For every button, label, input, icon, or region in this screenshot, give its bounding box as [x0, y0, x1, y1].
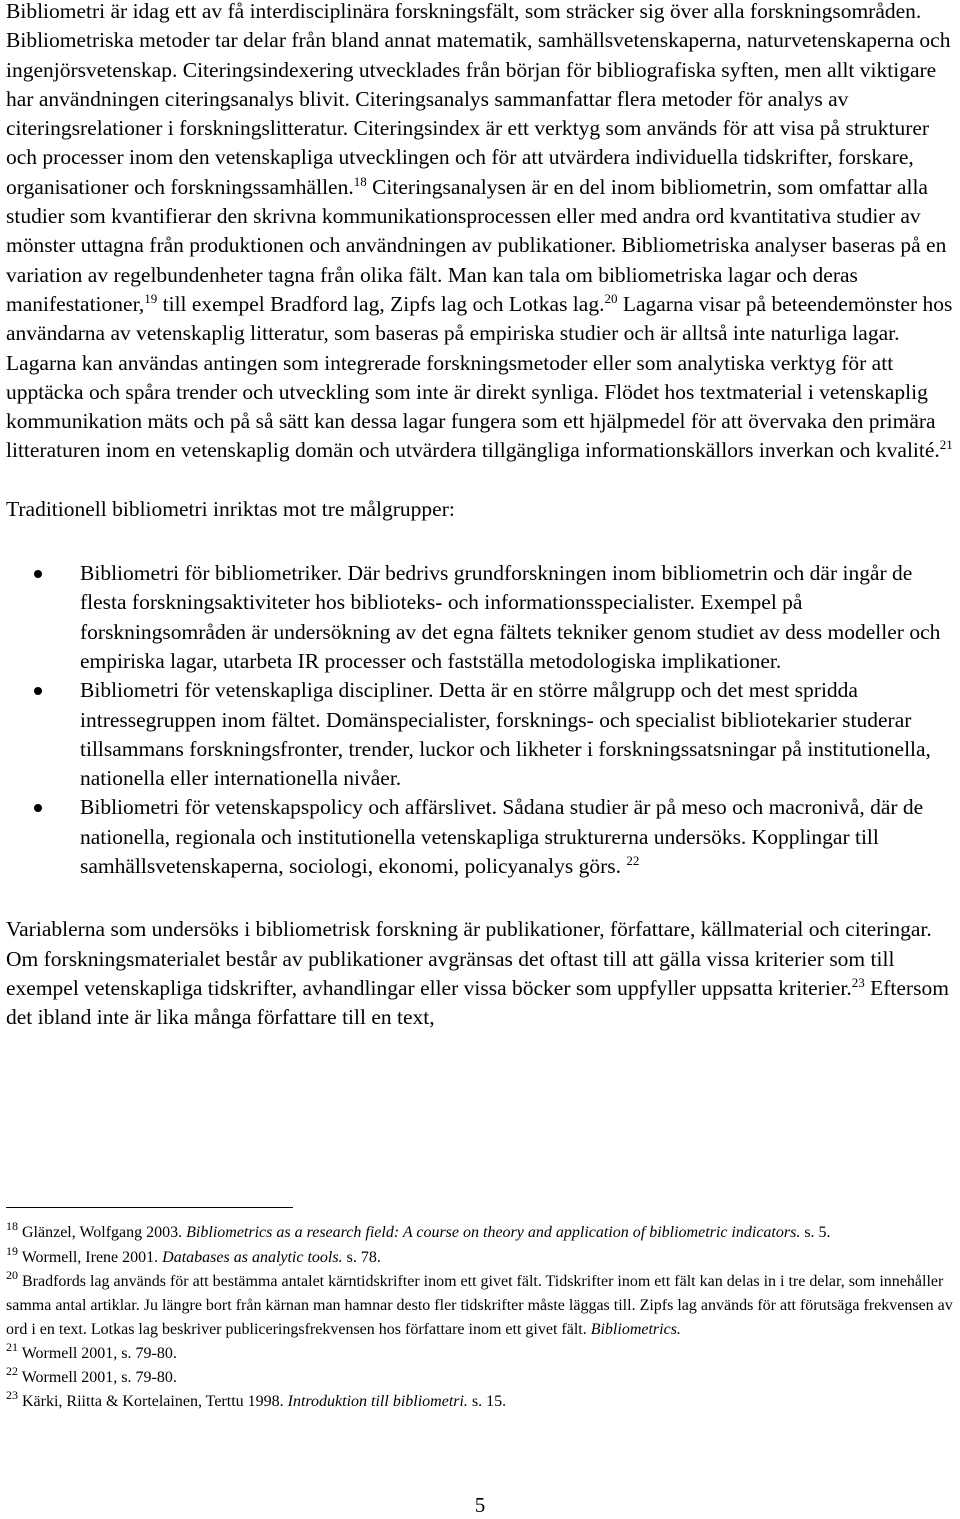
- paragraph-text: Eftersom det ibland inte är lika många författare till en text,: [6, 975, 949, 1030]
- footnote-text: Wormell 2001, s. 79-80.: [18, 1368, 177, 1386]
- footnote-title: Bibliometrics.: [590, 1320, 681, 1338]
- list-item-text: Bibliometri för vetenskapspolicy och affärslivet. Sådana studier är på meso och macronivå, där de nationella, regionala och institutionella vetenskapliga strukturerna undersöks. Kopplingar till samhällsvetenskaperna, sociologi, ekonomi, policyanalys görs.: [80, 795, 924, 879]
- footnote-20: [6, 1267, 958, 1342]
- footnote-text: Bradfords lag används för att bestämma antalet kärntidskrifter inom ett givet fält. Tidskrifter inom ett fält kan delas in i tre delar, som innehåller samma antal artiklar. Ju längre bort från kärnan man hamnar desto fler tidskrifter måste läggas till. Zipfs lag används för att förutsäga frekvensen av ord i en text. Lotkas lag beskriver publiceringsfrekvensen hos författare inom ett givet fält.: [6, 1272, 953, 1338]
- paragraph-intro: [6, 0, 958, 466]
- paragraph-text: Lagarna visar på beteendemönster hos användarna av vetenskaplig litteratur, som baseras på empiriska studier och är alltså inte naturliga lagar. Lagarna kan användas antingen som integrerade forskningsmetoder eller som analytiska verktyg för att upptäcka och spåra trender och utveckling som inte är direkt synliga. Flödet hos textmaterial i vetenskaplig kommunikation mäts och på så sätt kan dessa lagar fungera som ett hjälpmedel för att övervaka den primära litteraturen inom en vetenskaplig domän och utvärdera tillgängliga informationskällors inverkan och kvalité.: [6, 291, 953, 463]
- footnote-text: Glänzel, Wolfgang 2003.: [18, 1224, 187, 1241]
- footnote-title: Databases as analytic tools.: [162, 1248, 343, 1266]
- footnote-separator: [6, 1207, 293, 1208]
- footnote-19: [6, 1243, 958, 1270]
- list-item: [6, 559, 958, 676]
- paragraph-text: till exempel Bradford lag, Zipfs lag och Lotkas lag.: [157, 291, 605, 316]
- list-item-text: Bibliometri för bibliometriker. Där bedrivs grundforskningen inom bibliometrin och där ingår de flesta forskningsaktiviteter hos biblioteks- och informationsspecialister. Exempel på forskningsområden är undersökning av det egna fältets tekniker genom studiet av dess modeller och empiriska lagar, utarbeta IR processer och fastställa metodologiska implikationer.: [80, 561, 941, 673]
- footnote-ref-22[interactable]: 22: [626, 853, 640, 869]
- footnote-text: Kärki, Riitta & Kortelainen, Terttu 1998.: [18, 1392, 288, 1410]
- footnote-18: [6, 1221, 958, 1246]
- footnote-ref-18[interactable]: 18: [353, 173, 367, 189]
- footnote-text: s. 15.: [467, 1392, 507, 1410]
- page-number: 5: [474, 1493, 486, 1517]
- footnote-title: Introduktion till bibliometri.: [287, 1392, 468, 1410]
- footnote-number: 23: [6, 1387, 18, 1402]
- footnote-number: 18: [6, 1219, 18, 1233]
- target-groups-list: [6, 559, 958, 881]
- paragraph-text: Variablerna som undersöks i bibliometrisk forskning är publikationer, författare, källmaterial och citeringar. Om forskningsmaterialet består av publikationer avgränsas det oftast till att gälla vissa kriterier som till exempel vetenskapliga tidskrifter, avhandlingar eller vissa böcker som uppfyller uppsatta kriterier.: [6, 917, 932, 1000]
- footnote-ref-21[interactable]: 21: [939, 437, 953, 453]
- footnote-text: Wormell 2001, s. 79-80.: [18, 1344, 177, 1362]
- bullet-icon: [34, 570, 42, 578]
- paragraph-text: Bibliometri är idag ett av få interdisciplinära forskningsfält, som sträcker sig över alla forskningsområden. Bibliometriska metoder tar delar från bland annat matematik, samhällsvetenskaperna, naturvetenskaperna och ingenjörsvetenskap. Citeringsindexering utvecklades från början för bibliografiska syften, men allt viktigare har användningen citeringsanalys blivit. Citeringsanalys sammanfattar flera metoder för analys av citeringsrelationer i forskningslitteratur. Citeringsindex är ett verktyg som används för att visa på strukturer och processer inom den vetenskapliga utvecklingen och för att utvärdera individuella tidskrifter, forskare, organisationer och forskningssamhällen.: [6, 0, 951, 199]
- list-item: [6, 793, 958, 881]
- footnotes: [6, 1221, 958, 1414]
- list-item: [6, 676, 958, 793]
- footnote-title: Bibliometrics as a research field: A course on theory and application of bibliometric indicators.: [186, 1224, 801, 1241]
- footnote-21: [6, 1339, 958, 1366]
- bullet-icon: [34, 804, 42, 812]
- paragraph-variables: [6, 915, 958, 1032]
- footnote-text: s. 5.: [800, 1224, 831, 1241]
- footnote-ref-20[interactable]: 20: [604, 290, 618, 306]
- paragraph-text: Citeringsanalysen är en del inom bibliometrin, som omfattar alla studier som kvantifierar den skrivna kommunikationsprocessen eller med andra ord kvantitativa studier av mönster uttagna från produktionen och användningen av publikationer. Bibliometriska analyser baseras på en variation av regelbundenheter tagna från olika fält. Man kan tala om bibliometriska lagar och deras manifestationer,: [6, 174, 947, 316]
- footnote-number: 21: [6, 1339, 18, 1354]
- footnote-23: [6, 1387, 958, 1414]
- footnote-ref-19[interactable]: 19: [144, 290, 158, 306]
- footnote-number: 19: [6, 1243, 18, 1258]
- paragraph-target-groups-intro: Traditionell bibliometri inriktas mot tre målgrupper:: [6, 496, 455, 521]
- footnote-text: s. 78.: [342, 1248, 381, 1266]
- list-item-text: Bibliometri för vetenskapliga discipliner. Detta är en större målgrupp och det mest spridda intressegruppen inom fältet. Domänspecialister, forsknings- och specialist bibliotekarier studerar tillsammans forskningsfronter, trender, luckor och likheter i forskningssatsningar på institutionella, nationella eller internationella nivåer.: [80, 678, 931, 791]
- footnote-text: Wormell, Irene 2001.: [18, 1248, 163, 1266]
- document-page: [6, 0, 958, 1033]
- footnote-number: 22: [6, 1363, 18, 1378]
- footnote-22: [6, 1363, 958, 1390]
- footnote-number: 20: [6, 1267, 18, 1282]
- footnote-ref-23[interactable]: 23: [851, 974, 865, 990]
- bullet-icon: [34, 687, 42, 695]
